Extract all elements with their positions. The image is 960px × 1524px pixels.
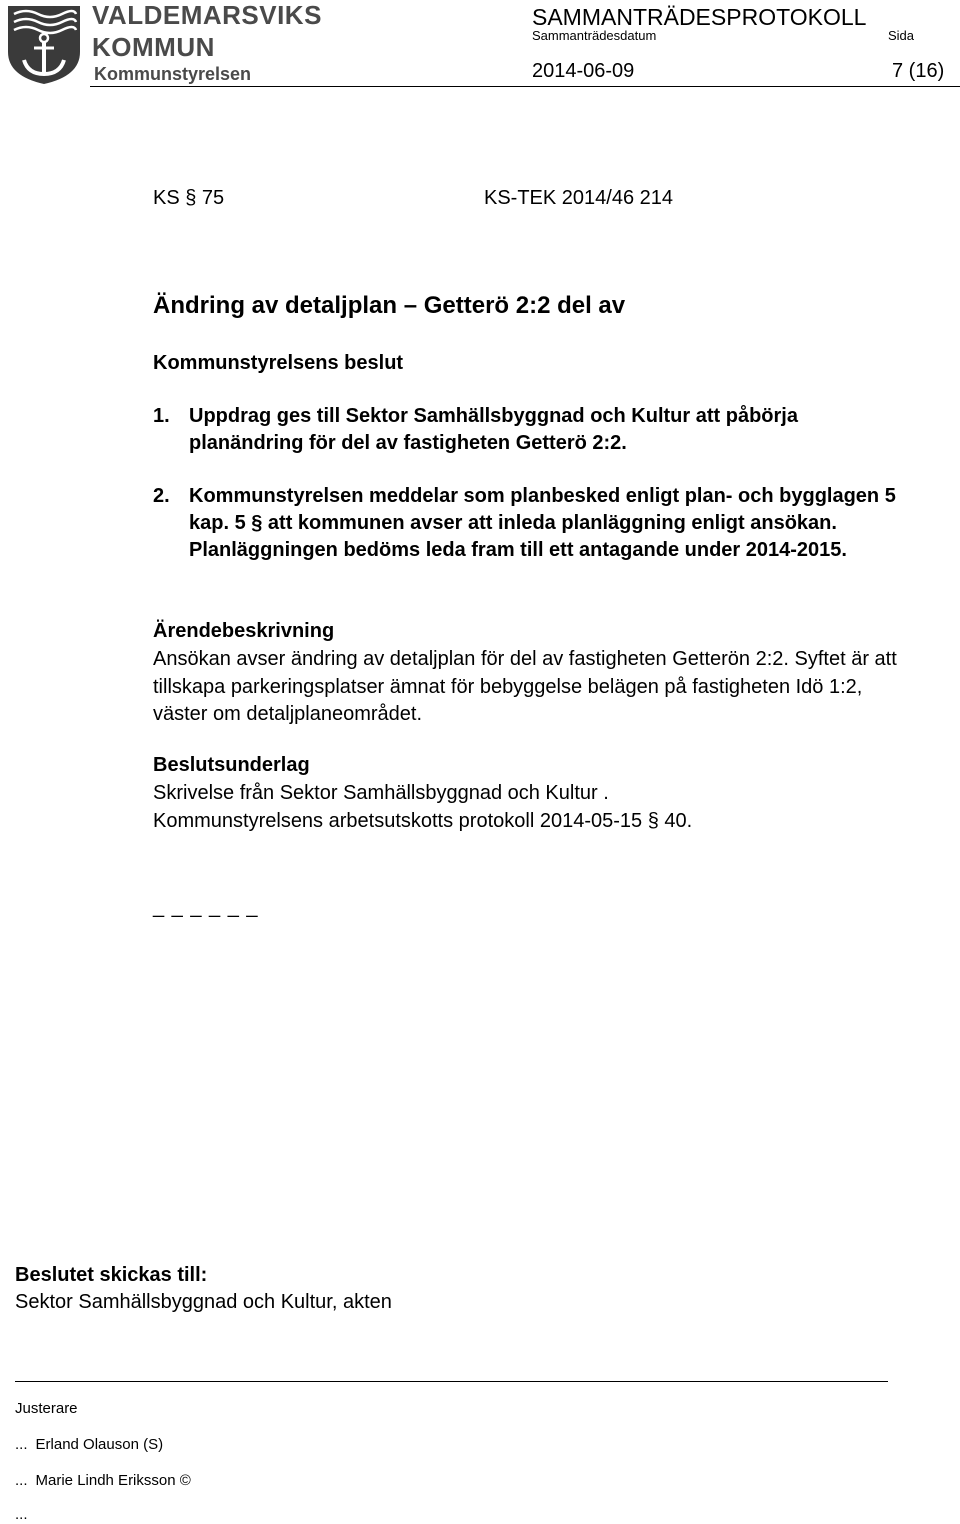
decision-item-text: Uppdrag ges till Sektor Samhällsbyggnad och Kultur att påbörja planändring för del av fastigheten Getterö 2:2.	[189, 405, 798, 454]
justerare-row	[15, 1436, 163, 1453]
decision-item	[153, 403, 913, 457]
section-separator: _ _ _ _ _ _	[153, 896, 259, 918]
justerare-row	[15, 1506, 36, 1523]
case-reference: KS-TEK 2014/46 214	[484, 187, 674, 209]
justerare-label: Justerare	[15, 1400, 78, 1417]
logo-line-1: VALDEMARSVIKS	[92, 0, 322, 30]
beslutsunderlag-line: Skrivelse från Sektor Samhällsbyggnad och Kultur .	[153, 782, 609, 804]
beslutsunderlag-list	[153, 780, 913, 835]
footer-divider	[15, 1381, 888, 1382]
justerare-row	[15, 1472, 191, 1489]
page-number: 7 (16)	[892, 60, 945, 82]
justerare-name: Marie Lindh Eriksson ©	[35, 1472, 191, 1489]
arendebeskrivning-text: Ansökan avser ändring av detaljplan för del av fastigheten Getterön 2:2. Syftet är att tillskapa parkeringsplatser ämnat för bebyggelse belägen på fastigheten Idö 1:2, väster om detaljplaneområdet.	[153, 648, 897, 725]
meeting-date-value: 2014-06-09	[532, 60, 635, 82]
meeting-date-label: Sammanträdesdatum	[532, 28, 657, 43]
decision-item-number: 2.	[153, 485, 170, 507]
signature-dots: ...	[15, 1436, 28, 1453]
decision-item-text: Kommunstyrelsen meddelar som planbesked enligt plan- och bygglagen 5 kap. 5 § att kommunen avser att inleda planläggning enligt ansökan. Planläggningen bedöms leda fram till ett antagande under 2014-2015.	[189, 485, 896, 561]
arendebeskrivning-heading: Ärendebeskrivning	[153, 620, 335, 642]
beslutsunderlag-line: Kommunstyrelsens arbetsutskotts protokoll 2014-05-15 § 40.	[153, 809, 693, 832]
decision-item	[153, 483, 913, 564]
decision-list	[153, 403, 913, 590]
header-divider	[90, 86, 960, 87]
signature-dots: ...	[15, 1472, 28, 1489]
page-title: Ändring av detaljplan – Getterö 2:2 del av	[153, 292, 626, 319]
decision-item-number: 1.	[153, 405, 170, 427]
document-title: SAMMANTRÄDESPROTOKOLL	[532, 4, 867, 30]
beslutsunderlag-heading: Beslutsunderlag	[153, 754, 310, 776]
signature-dots: ...	[15, 1506, 28, 1523]
logo-line-3: Kommunstyrelsen	[94, 64, 252, 84]
logo-line-2: KOMMUN	[92, 32, 215, 62]
case-paragraph-number: KS § 75	[153, 187, 225, 209]
sent-to-value: Sektor Samhällsbyggnad och Kultur, akten	[15, 1291, 392, 1313]
decision-heading: Kommunstyrelsens beslut	[153, 352, 404, 374]
municipality-logo-icon	[6, 4, 82, 86]
page-label: Sida	[888, 28, 915, 43]
sent-to-heading: Beslutet skickas till:	[15, 1264, 208, 1286]
justerare-name: Erland Olauson (S)	[35, 1436, 164, 1453]
